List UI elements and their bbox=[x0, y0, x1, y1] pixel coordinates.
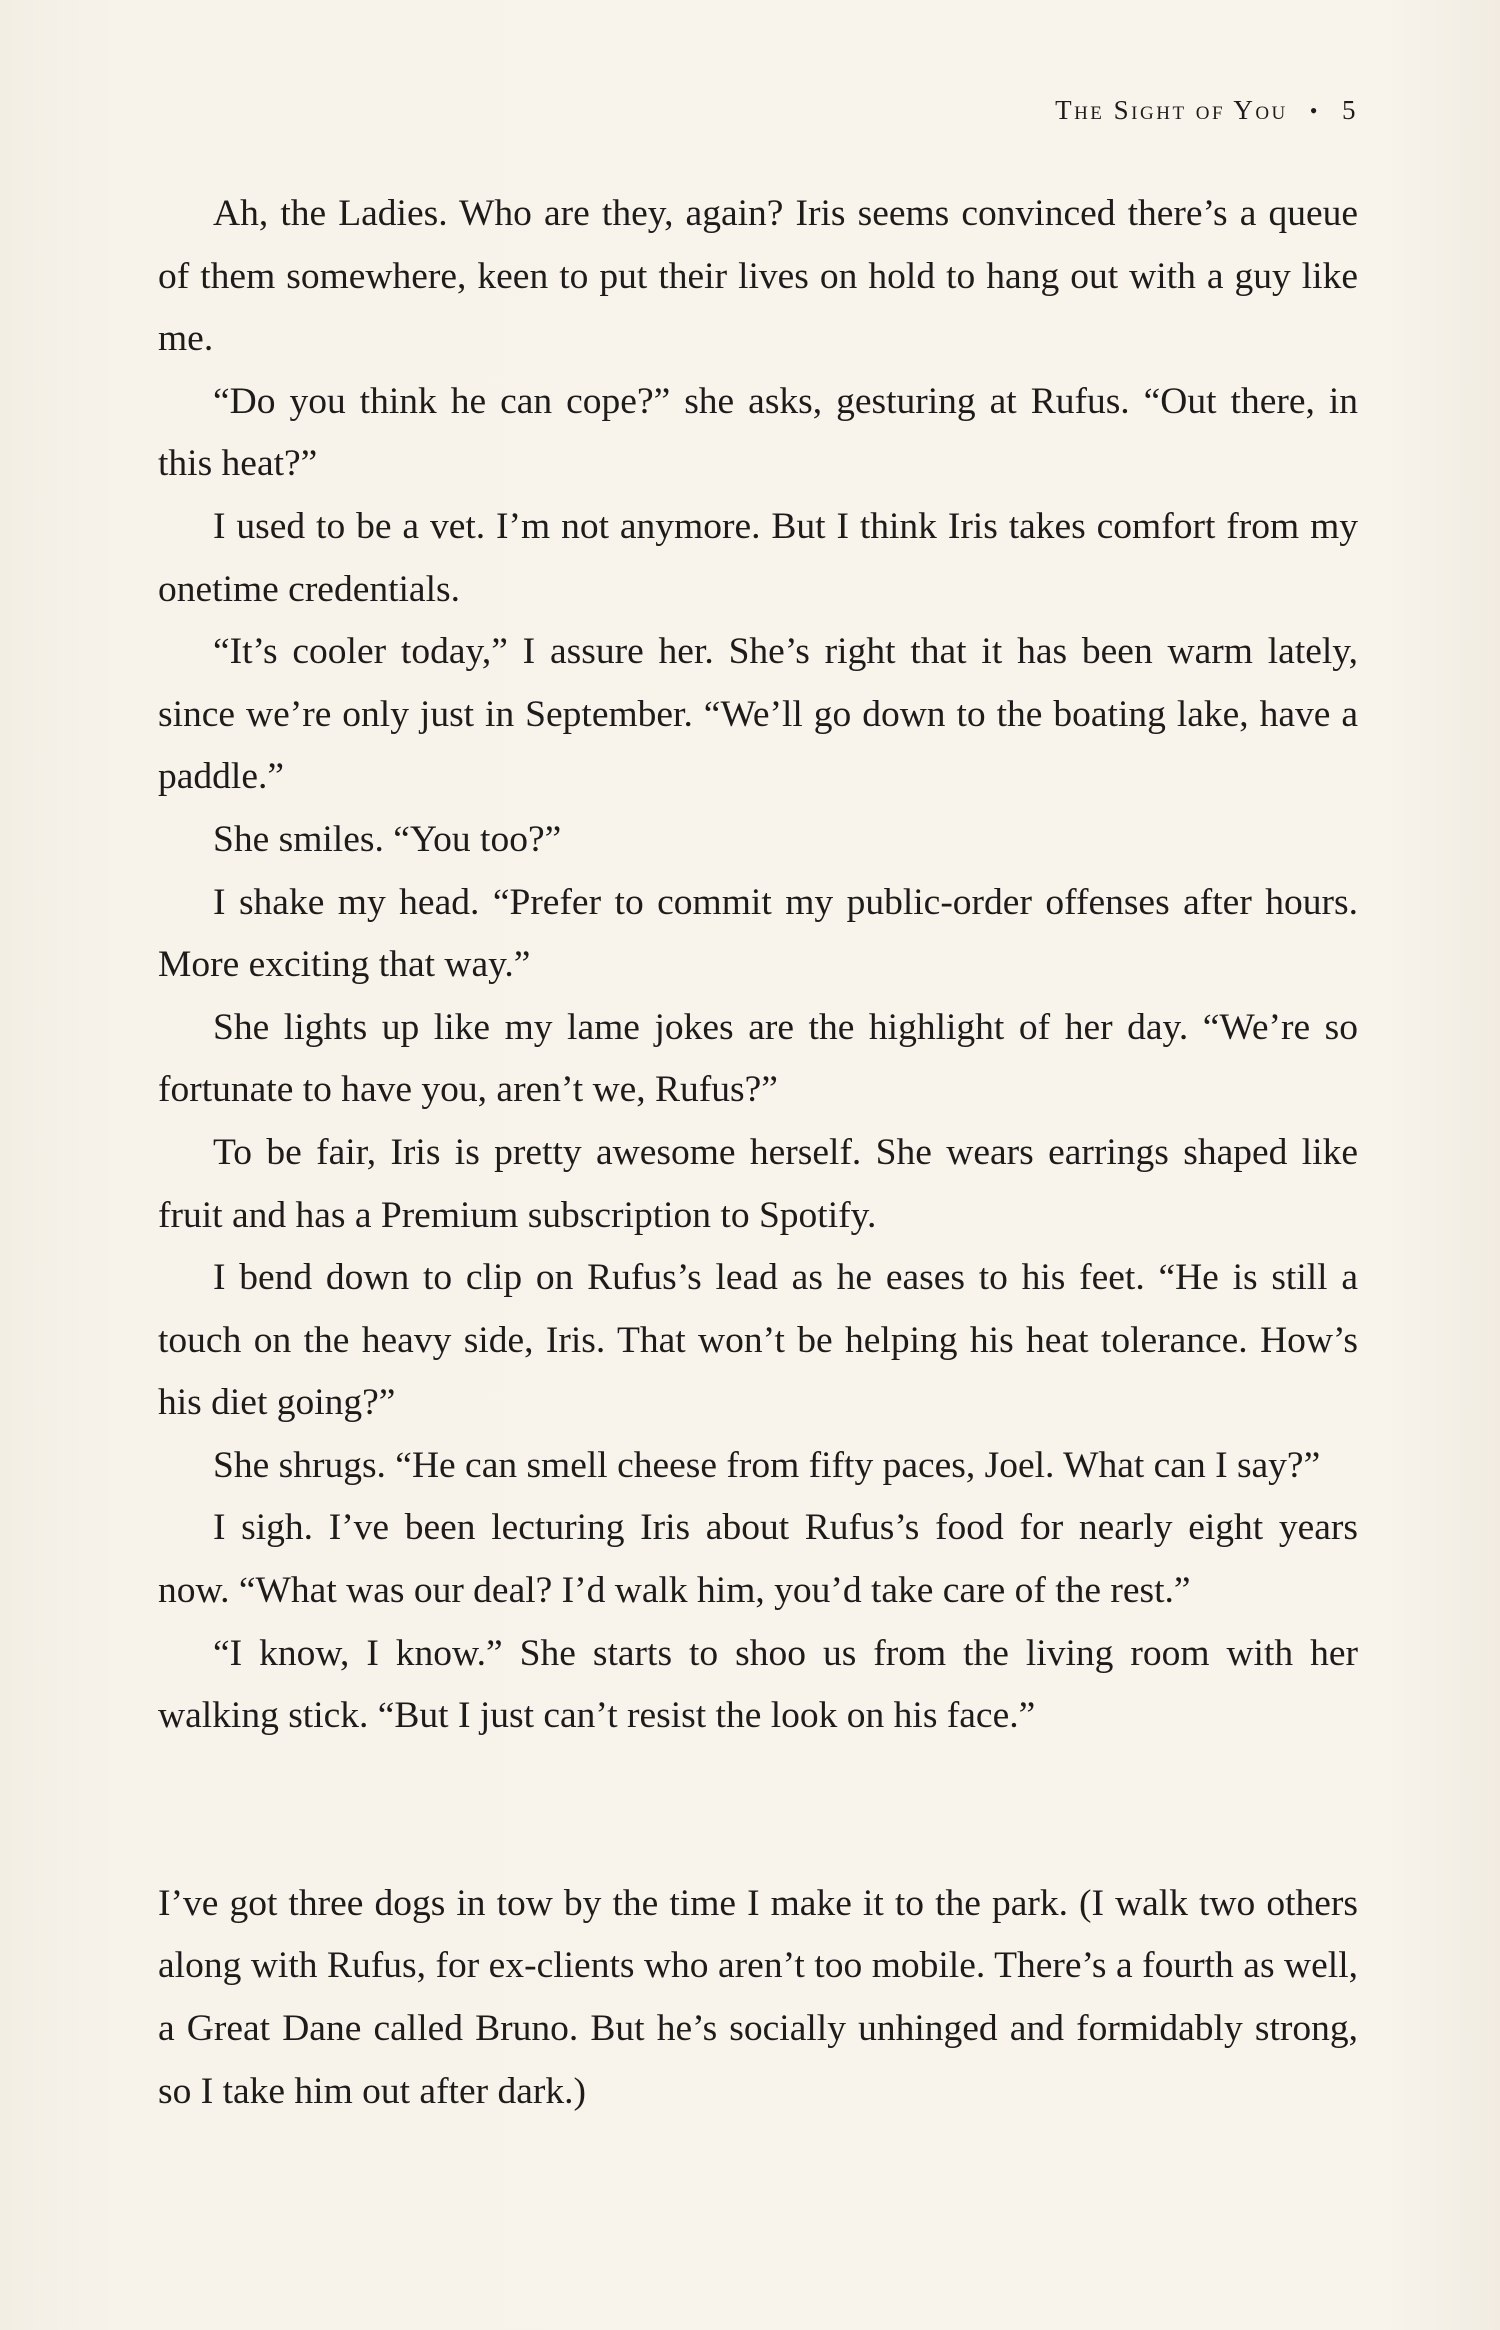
paragraph: “It’s cooler today,” I assure her. She’s right that it has been warm lately, since we’re only just in September. “We’ll go down to the boating lake, have a paddle.” bbox=[158, 631, 1358, 798]
paragraph: I sigh. I’ve been lecturing Iris about Rufus’s food for nearly eight years now. “What was our deal? I’d walk him, you’d take care of the rest.” bbox=[158, 1507, 1358, 1612]
paragraph: She smiles. “You too?” bbox=[213, 818, 562, 860]
body-text bbox=[158, 183, 1358, 2123]
paragraph: I bend down to clip on Rufus’s lead as he eases to his feet. “He is still a touch on the heavy side, Iris. That won’t be helping his heat tolerance. How’s his diet going?” bbox=[158, 1257, 1358, 1424]
page-number: 5 bbox=[1342, 95, 1358, 125]
running-head bbox=[1055, 95, 1358, 126]
header-bullet: • bbox=[1309, 97, 1320, 123]
paragraph: I shake my head. “Prefer to commit my public-order offenses after hours. More exciting that way.” bbox=[158, 881, 1358, 986]
section-break bbox=[158, 1748, 1358, 1873]
paragraph: I’ve got three dogs in tow by the time I make it to the park. (I walk two others along with Rufus, for ex-clients who aren’t too mobile. There’s a fourth as well, a Great Dane called Bruno. But he’s socially unhinged and formidably strong, so I take him out after dark.) bbox=[158, 1882, 1358, 2112]
paragraph: To be fair, Iris is pretty awesome herself. She wears earrings shaped like fruit and has a Premium subscription to Spotify. bbox=[158, 1131, 1358, 1236]
paragraph: I used to be a vet. I’m not anymore. But I think Iris takes comfort from my onetime credentials. bbox=[158, 505, 1358, 610]
book-title: The Sight of You bbox=[1055, 95, 1288, 125]
paragraph: “Do you think he can cope?” she asks, gesturing at Rufus. “Out there, in this heat?” bbox=[158, 380, 1358, 485]
paragraph: “I know, I know.” She starts to shoo us from the living room with her walking stick. “But I just can’t resist the look on his face.” bbox=[158, 1632, 1358, 1737]
paragraph: She lights up like my lame jokes are the highlight of her day. “We’re so fortunate to have you, aren’t we, Rufus?” bbox=[158, 1006, 1358, 1111]
paragraph: Ah, the Ladies. Who are they, again? Iris seems convinced there’s a queue of them somewhere, keen to put their lives on hold to hang out with a guy like me. bbox=[158, 193, 1358, 360]
paragraph: She shrugs. “He can smell cheese from fifty paces, Joel. What can I say?” bbox=[213, 1444, 1321, 1486]
